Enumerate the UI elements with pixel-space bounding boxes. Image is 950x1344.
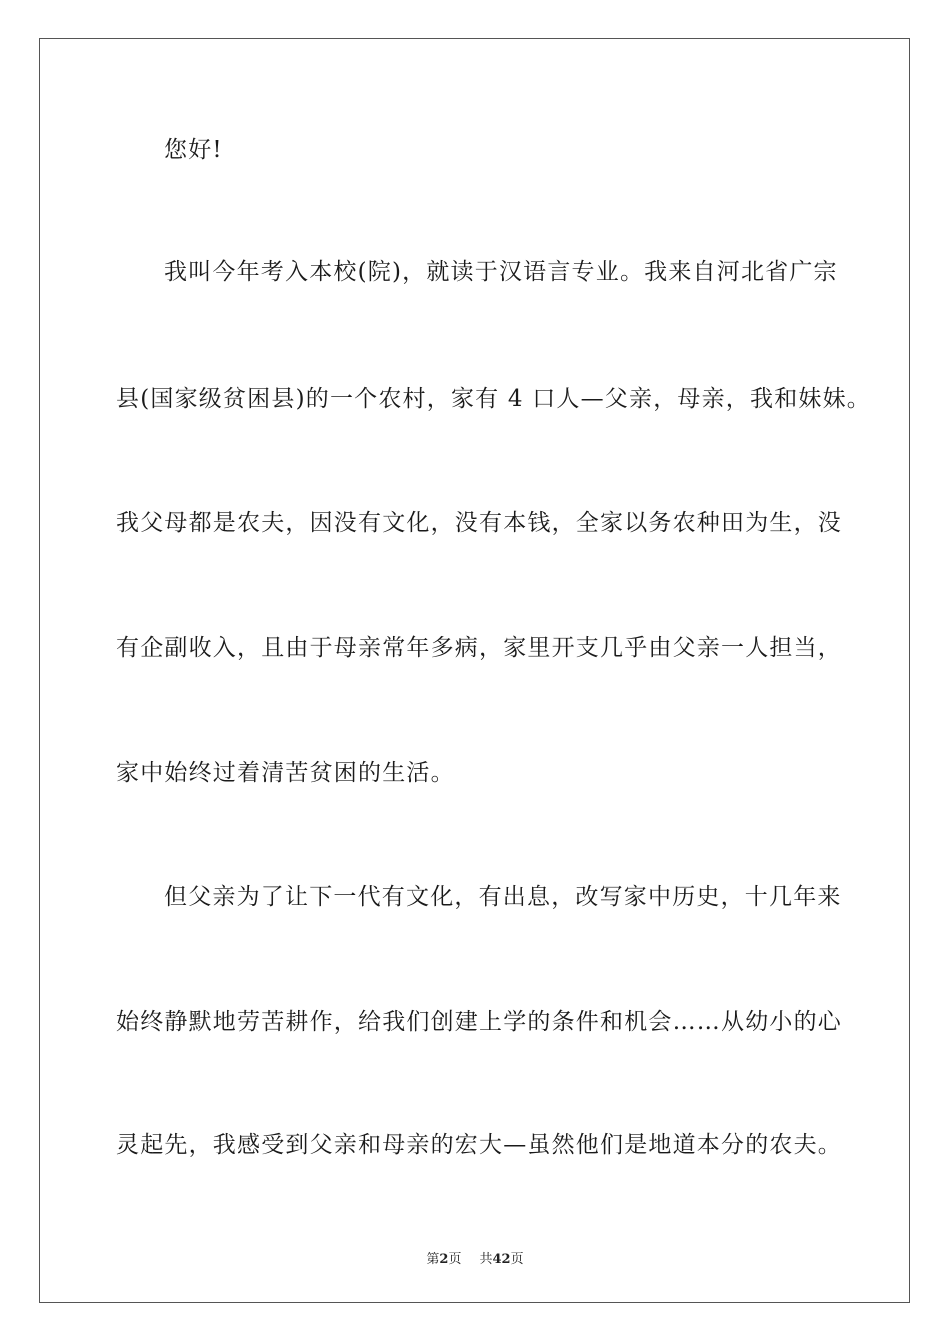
paragraph-line: 县(国家级贫困县)的一个农村，家有 4 口人—父亲，母亲，我和妹妹。 — [116, 386, 872, 412]
paragraph-line: 家中始终过着清苦贫困的生活。 — [116, 760, 455, 786]
page-border — [39, 38, 910, 1303]
footer-page-number: 2 — [439, 1252, 449, 1267]
paragraph-line: 我叫今年考入本校(院)，就读于汉语言专业。我来自河北省广宗 — [164, 259, 838, 285]
footer-total-pages: 42 — [492, 1252, 511, 1267]
paragraph-line: 但父亲为了让下一代有文化，有出息，改写家中历史，十几年来 — [164, 884, 842, 910]
footer-total-suffix: 页 — [510, 1252, 524, 1267]
paragraph-line: 有企副收入，且由于母亲常年多病，家里开支几乎由父亲一人担当， — [116, 635, 842, 661]
footer-page-prefix: 第 — [426, 1252, 440, 1267]
greeting-line: 您好! — [164, 137, 223, 163]
paragraph-line: 始终静默地劳苦耕作，给我们创建上学的条件和机会……从幼小的心 — [116, 1009, 842, 1035]
footer-total-prefix: 共 — [479, 1252, 493, 1267]
paragraph-line: 我父母都是农夫，因没有文化，没有本钱，全家以务农种田为生，没 — [116, 510, 842, 536]
paragraph-line: 灵起先，我感受到父亲和母亲的宏大—虽然他们是地道本分的农夫。 — [116, 1132, 842, 1158]
page-footer — [0, 1248, 950, 1267]
footer-page-suffix: 页 — [448, 1252, 462, 1267]
